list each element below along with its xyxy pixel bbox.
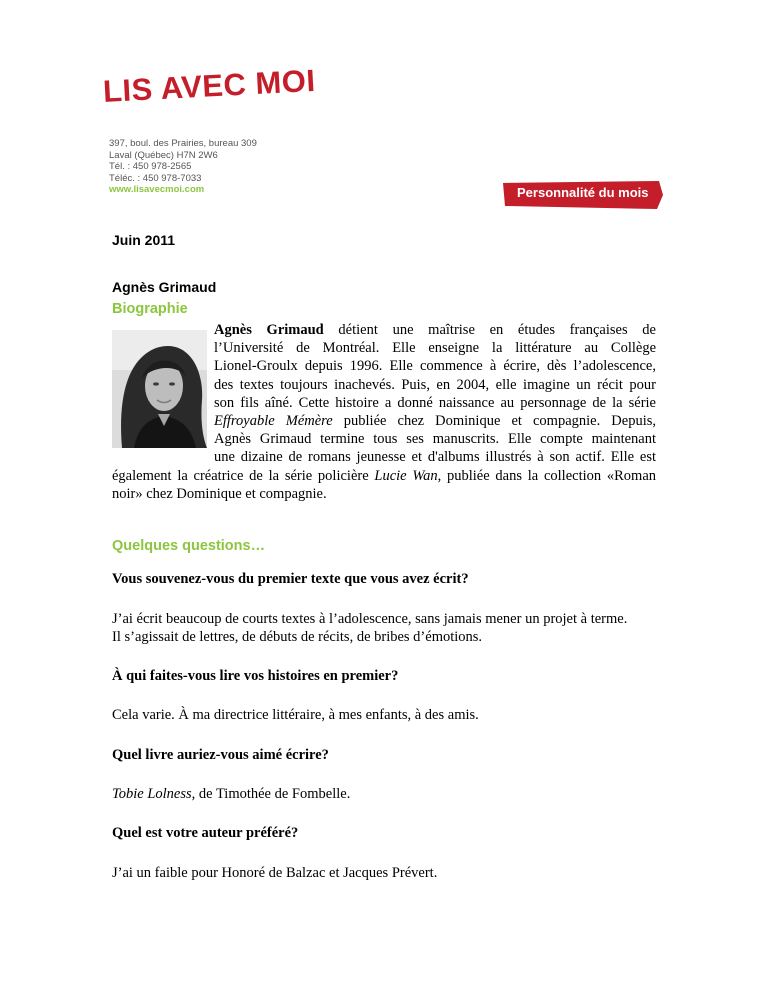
answer-text: J’ai un faible pour Honoré de Balzac et Jacques Prévert. [112,865,438,881]
bio-line: Effroyable Mémère publiée chez Dominique et compagnie. Depuis, [214,413,656,430]
bio-line: Lionel-Groulx depuis 1996. Elle commence à écrire, dès l’adolescence, [214,358,656,375]
bio-author-name: Agnès Grimaud [214,322,324,338]
bio-line: l’Université de Montréal. Elle enseigne la littérature au Collège [214,340,656,357]
address-line: 397, boul. des Prairies, bureau 309 [109,138,257,149]
book-title: Tobie Lolness, [112,786,196,802]
bio-line: également la créatrice de la série policière Lucie Wan, publiée dans la collection «Roman [112,467,657,484]
answer-text: Cela varie. À ma directrice littéraire, à mes enfants, à des amis. [112,707,479,723]
question-text: Quel est votre auteur préféré? [112,825,299,841]
author-name: Agnès Grimaud [112,279,217,295]
website-link[interactable]: www.lisavecmoi.com [109,184,205,195]
answer-text: J’ai écrit beaucoup de courts textes à l’adolescence, sans jamais mener un projet à terme. [112,611,628,627]
question-text: Vous souvenez-vous du premier texte que vous avez écrit? [112,571,469,587]
bio-line: son fils aîné. Cette histoire a donné naissance au personnage de la série [214,394,656,411]
question-text: Quel livre auriez-vous aimé écrire? [112,747,329,763]
issue-date: Juin 2011 [112,232,176,248]
bio-line: une dizaine de romans jeunesse et d'albums illustrés à son actif. Elle est [214,449,656,466]
bio-line: noir» chez Dominique et compagnie. [112,485,327,502]
series-title: Lucie Wan [374,467,438,484]
questions-heading: Quelques questions… [112,538,266,554]
personality-banner [503,181,663,207]
logo-text: LIS AVEC MOI [102,62,317,110]
address-block [109,138,257,196]
banner-text: Personnalité du mois [517,185,649,200]
bio-line: Agnès Grimaud détient une maîtrise en études françaises de [214,322,656,338]
logo [102,62,324,130]
answer-text: Il s’agissait de lettres, de débuts de récits, de bribes d’émotions. [112,629,483,645]
answer-text: Tobie Lolness, de Timothée de Fombelle. [112,786,351,802]
biography-text [112,321,656,503]
question-text: À qui faites-vous lire vos histoires en premier? [112,668,399,684]
biography-heading: Biographie [112,301,188,317]
bio-line: Agnès Grimaud termine tous ses manuscrits. Elle compte maintenant [214,431,656,448]
address-line: Laval (Québec) H7N 2W6 [109,149,218,161]
book-title: Effroyable Mémère [214,413,333,430]
fax-line: Téléc. : 450 978-7033 [109,172,202,184]
bio-line: des textes toujours inachevés. Puis, en 2004, elle imagine un récit pour [214,376,656,393]
phone-line: Tél. : 450 978-2565 [109,161,192,172]
